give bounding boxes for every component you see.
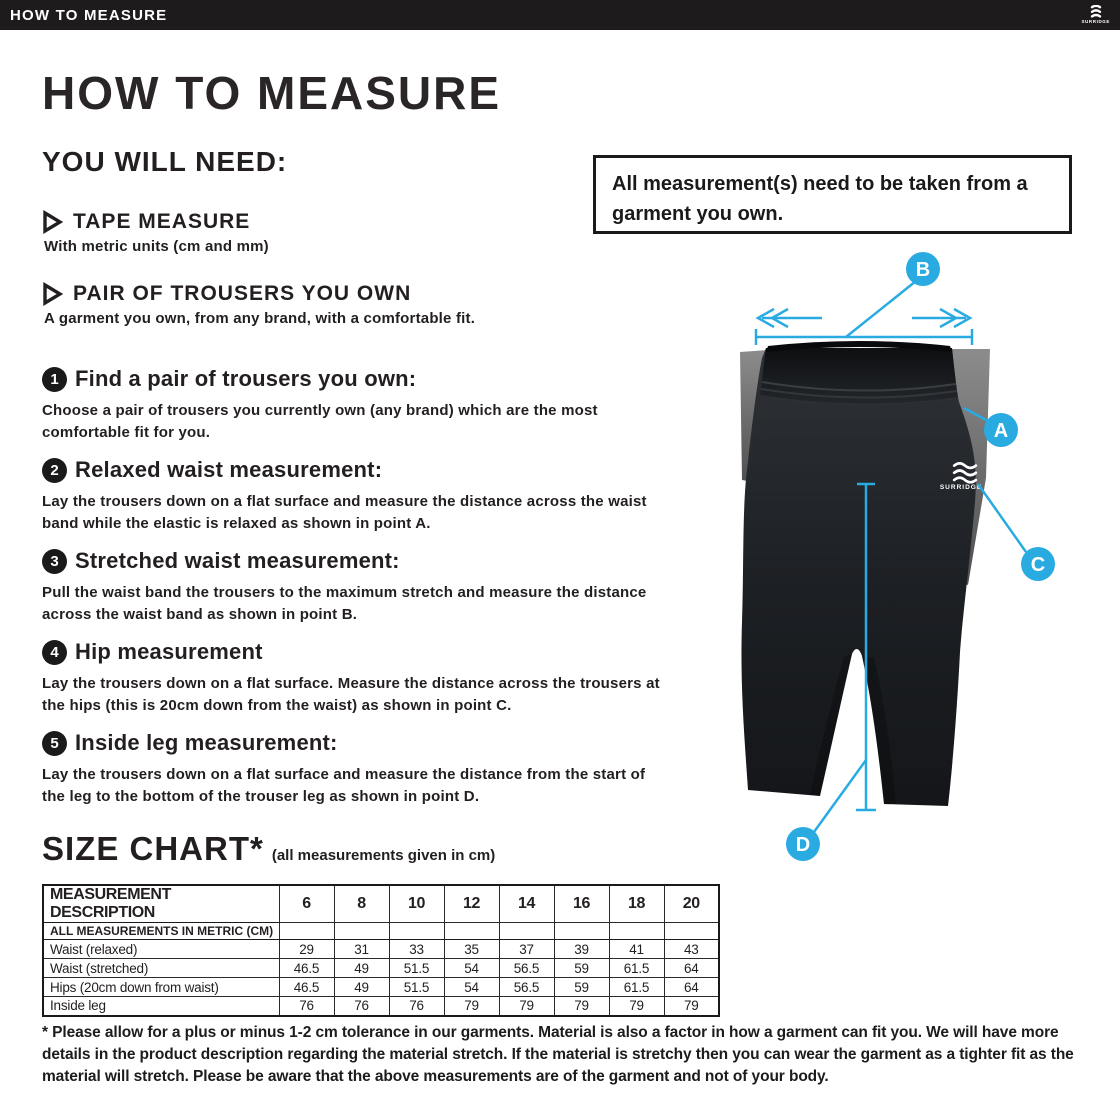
step-title: Inside leg measurement:	[75, 730, 338, 755]
cell-value: 56.5	[499, 959, 554, 978]
need-item-description: A garment you own, from any brand, with a comfortable fit.	[44, 310, 476, 327]
point-d-label: D	[795, 834, 811, 856]
cell-value: 59	[554, 959, 609, 978]
row-label: Waist (stretched)	[43, 959, 279, 978]
need-item-description: With metric units (cm and mm)	[44, 238, 269, 255]
step-title: Relaxed waist measurement:	[75, 457, 383, 482]
step-title: Find a pair of trousers you own:	[75, 366, 417, 391]
topbar-title: HOW TO MEASURE	[10, 6, 168, 24]
column-header: 20	[664, 885, 719, 923]
cell-value: 31	[334, 940, 389, 959]
step-body: Lay the trousers down on a flat surface and measure the distance from the start of the leg to the bottom of the trouser leg as shown in point D.	[42, 766, 646, 805]
cell-value: 41	[609, 940, 664, 959]
cell-value: 43	[664, 940, 719, 959]
column-header: 16	[554, 885, 609, 923]
cell-value: 56.5	[499, 978, 554, 997]
cell-value: 76	[279, 997, 334, 1016]
table-row	[43, 959, 719, 978]
row-label: Waist (relaxed)	[43, 940, 279, 959]
need-item-trousers	[42, 282, 475, 327]
step-number-badge: 2	[42, 458, 67, 483]
column-header: 12	[444, 885, 499, 923]
step-1	[42, 366, 667, 444]
cell-value: 64	[664, 959, 719, 978]
table-note-row	[43, 923, 719, 940]
point-c-label: C	[1030, 554, 1046, 576]
step-3	[42, 548, 667, 626]
step-4	[42, 639, 667, 717]
step-number-badge: 3	[42, 549, 67, 574]
topbar-brand-label: SURRIDGE	[1081, 19, 1110, 25]
waistband	[760, 341, 958, 406]
step-title: Hip measurement	[75, 639, 263, 664]
cell-value: 49	[334, 959, 389, 978]
cell-value: 35	[444, 940, 499, 959]
column-header: 10	[389, 885, 444, 923]
top-bar	[0, 0, 1120, 30]
step-body: Pull the waist band the trousers to the maximum stretch and measure the distance across the waist band as shown in point B.	[42, 584, 647, 623]
cell-value: 46.5	[279, 959, 334, 978]
cell-value: 79	[499, 997, 554, 1016]
cell-value: 61.5	[609, 978, 664, 997]
cell-value: 79	[554, 997, 609, 1016]
cell-value: 76	[389, 997, 444, 1016]
row-label: Inside leg	[43, 997, 279, 1016]
step-body: Lay the trousers down on a flat surface. Measure the distance across the trousers at the hips (this is 20cm down from the waist) as shown in point C.	[42, 675, 660, 714]
step-5	[42, 730, 667, 808]
step-number-badge: 1	[42, 367, 67, 392]
need-item-label: PAIR OF TROUSERS YOU OWN	[73, 282, 412, 305]
table-row	[43, 940, 719, 959]
cell-value: 51.5	[389, 978, 444, 997]
garment-logo-text: SURRIDGE	[939, 484, 983, 491]
cell-value: 37	[499, 940, 554, 959]
need-item-tape-measure	[42, 210, 269, 255]
need-item-label: TAPE MEASURE	[73, 210, 251, 233]
you-will-need-heading: YOU WILL NEED:	[42, 146, 288, 177]
cell-value: 54	[444, 978, 499, 997]
step-number-badge: 5	[42, 731, 67, 756]
point-b-label: B	[915, 259, 931, 281]
cell-value: 39	[554, 940, 609, 959]
size-chart-subtitle: (all measurements given in cm)	[271, 847, 496, 864]
column-header: 18	[609, 885, 664, 923]
step-2	[42, 457, 667, 535]
row-label: Hips (20cm down from waist)	[43, 978, 279, 997]
step-title: Stretched waist measurement:	[75, 548, 400, 573]
table-row	[43, 978, 719, 997]
cell-value: 61.5	[609, 959, 664, 978]
surridge-logo-icon	[1081, 5, 1110, 25]
step-body: Lay the trousers down on a flat surface and measure the distance across the waist band while the elastic is relaxed as shown in point A.	[42, 493, 647, 532]
cell-value: 46.5	[279, 978, 334, 997]
cell-value: 79	[444, 997, 499, 1016]
tolerance-footnote: * Please allow for a plus or minus 1-2 cm tolerance in our garments. Material is also a factor in how a garment can fit you. We will have more details in the product description regarding the material stretch. If the material is stretchy then you can wear the garment as a tighter fit as the material will stretch. Please be aware that the above measurements are of the garment and not of your body.	[42, 1024, 1074, 1085]
trousers-body	[741, 348, 975, 806]
page-title: HOW TO MEASURE	[42, 67, 502, 119]
table-header-row	[43, 885, 719, 923]
table-row	[43, 997, 719, 1016]
trousers-diagram	[690, 240, 1120, 890]
cell-value: 51.5	[389, 959, 444, 978]
triangle-bullet-icon	[42, 210, 63, 234]
step-body: Choose a pair of trousers you currently own (any brand) which are the most comfortable fit for you.	[42, 402, 598, 441]
cell-value: 33	[389, 940, 444, 959]
triangle-bullet-icon	[42, 282, 63, 306]
step-number-badge: 4	[42, 640, 67, 665]
size-chart-title: SIZE CHART*	[42, 830, 264, 867]
cell-value: 49	[334, 978, 389, 997]
callout-box: All measurement(s) need to be taken from a garment you own.	[593, 155, 1072, 234]
size-chart-table	[42, 884, 720, 1017]
note-cell: ALL MEASUREMENTS IN METRIC (CM)	[43, 923, 279, 940]
column-header: 6	[279, 885, 334, 923]
column-header: 14	[499, 885, 554, 923]
cell-value: 79	[609, 997, 664, 1016]
cell-value: 59	[554, 978, 609, 997]
cell-value: 76	[334, 997, 389, 1016]
cell-value: 54	[444, 959, 499, 978]
cell-value: 79	[664, 997, 719, 1016]
point-a-label: A	[993, 420, 1009, 442]
cell-value: 64	[664, 978, 719, 997]
size-chart-heading	[42, 830, 495, 868]
cell-value: 29	[279, 940, 334, 959]
column-header: MEASUREMENT DESCRIPTION	[43, 885, 279, 923]
column-header: 8	[334, 885, 389, 923]
